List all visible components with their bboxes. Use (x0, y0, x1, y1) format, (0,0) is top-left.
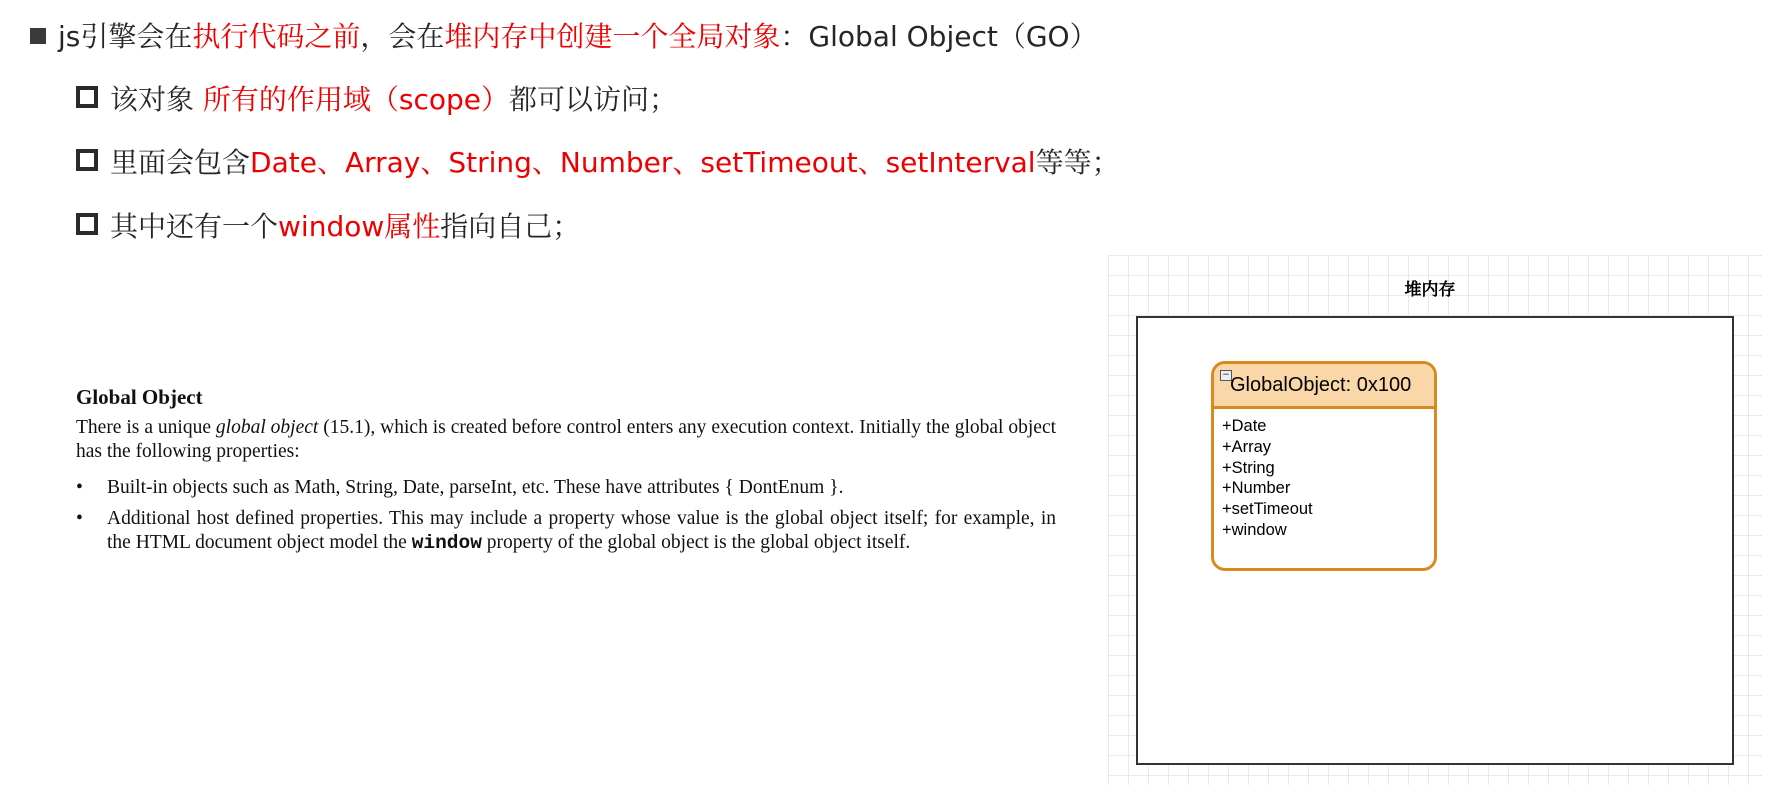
spec-list (76, 476, 1056, 555)
property-item: +Date (1222, 417, 1267, 435)
property-item: +Array (1222, 437, 1272, 456)
global-object-properties (1214, 409, 1434, 541)
property-item: +window (1222, 520, 1287, 539)
global-object-node[interactable] (1211, 361, 1437, 571)
property-item: +setTimeout (1222, 500, 1313, 519)
sub-bullet-builtins: 里面会包含Date、Array、String、Number、setTimeout、setInterval等等； (76, 143, 1120, 183)
spec-list-item-builtins: • Built-in objects such as Math, String, Date, parseInt, etc. These have attributes { DontEnum }. (76, 477, 844, 498)
sub-bullet-window: 其中还有一个window属性指向自己； (76, 207, 580, 247)
main-bullet-line: js引擎会在执行代码之前，会在堆内存中创建一个全局对象：Global Object（GO） (30, 17, 1098, 57)
collapse-icon[interactable]: − (1220, 370, 1232, 381)
property-item: +String (1222, 458, 1275, 477)
global-object-header (1214, 364, 1434, 409)
global-object-title: GlobalObject: 0x100 (1230, 374, 1412, 396)
bullet-dot-icon: • (76, 508, 83, 529)
filled-square-bullet-icon (30, 28, 46, 44)
spec-paragraph: There is a unique global object (15.1), which is created before control enters any execution context. Initially the global object has the following properties: (76, 417, 1057, 462)
hollow-square-bullet-icon (76, 86, 98, 108)
spec-excerpt (76, 385, 1056, 562)
property-item: +Number (1222, 479, 1291, 498)
hollow-square-bullet-icon (76, 149, 98, 171)
heap-memory-title: 堆内存 (1404, 280, 1456, 300)
bullet-dot-icon: • (76, 477, 83, 498)
sub-bullet-scope: 该对象 所有的作用域（scope）都可以访问； (76, 80, 677, 120)
spec-heading: Global Object (76, 385, 203, 409)
hollow-square-bullet-icon (76, 213, 98, 235)
spec-list-item-host: • Additional host defined properties. This may include a property whose value is the global object itself; for example, in the HTML document object model the window property of the global object is the global object itself. (76, 508, 1056, 554)
